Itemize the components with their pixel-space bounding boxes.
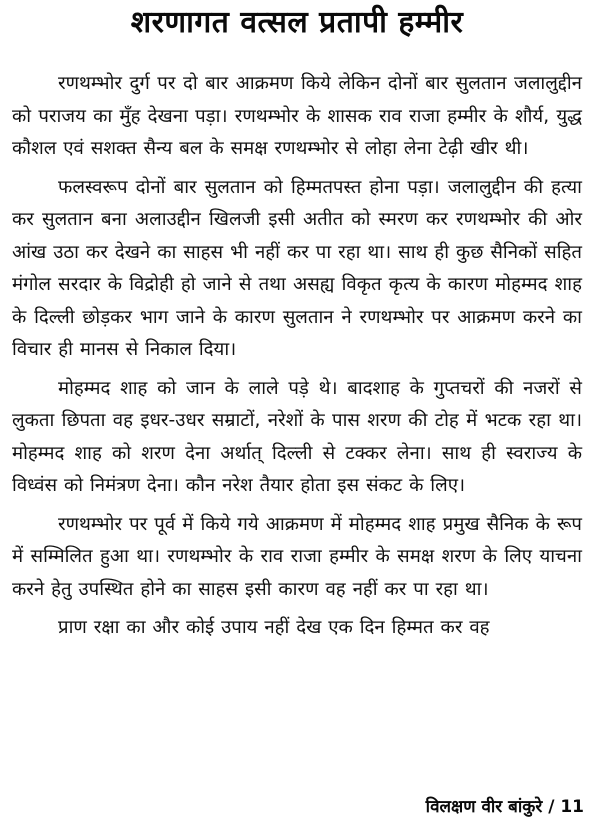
paragraph-3: मोहम्मद शाह को जान के लाले पड़े थे। बादशाह के गुप्तचरों की नजरों से लुकता छिपता वह इधर-उधर सम्राटों, नरेशों के पास शरण की टोह में भटक रहा था। मोहम्मद शाह को शरण देना अर्थात् दिल्ली से टक्कर लेना। साथ ही स्वराज्य के विध्वंस को निमंत्रण देना। कौन नरेश तैयार होता इस संकट के लिए।: [12, 377, 582, 496]
paragraph-4: रणथम्भोर पर पूर्व में किये गये आक्रमण में मोहम्मद शाह प्रमुख सैनिक के रूप में सम्मिलित हुआ था। रणथम्भोर के राव राजा हम्मीर के समक्ष शरण के लिए याचना करने हेतु उपस्थित होने का साहस इसी कारण वह नहीं कर पा रहा था।: [12, 513, 582, 600]
paragraph-1: रणथम्भोर दुर्ग पर दो बार आक्रमण किये लेकिन दोनों बार सुलतान जलालुद्दीन को पराजय का मुँह देखना पड़ा। रणथम्भोर के शासक राव राजा हम्मीर के शौर्य, युद्ध कौशल एवं सशक्त सैन्य बल के समक्ष रणथम्भोर से लोहा लेना टेढ़ी खीर थी।: [12, 73, 582, 159]
paragraph-2: फलस्वरूप दोनों बार सुलतान को हिम्मतपस्त होना पड़ा। जलालुद्दीन की हत्या कर सुलतान बना अलाउद्दीन खिलजी इसी अतीत को स्मरण कर रणथम्भोर की ओर आंख उठा कर देखने का साहस भी नहीं कर पा रहा था। साथ ही कुछ सैनिकों सहित मंगोल सरदार के विद्रोही हो जाने से तथा असह्य विकृत कृत्य के कारण मोहम्मद शाह के दिल्ली छोड़कर भाग जाने के कारण सुलतान ने रणथम्भोर पर आक्रमण करने का विचार ही मानस से निकाल दिया।: [12, 176, 582, 360]
chapter-title: शरणागत वत्सल प्रतापी हम्मीर: [130, 5, 464, 40]
page-body: [12, 68, 582, 645]
paragraph-5: प्राण रक्षा का और कोई उपाय नहीं देख एक दिन हिम्मत कर वह: [58, 617, 490, 638]
page-footer: विलक्षण वीर बांकुरे / 11: [425, 797, 584, 817]
